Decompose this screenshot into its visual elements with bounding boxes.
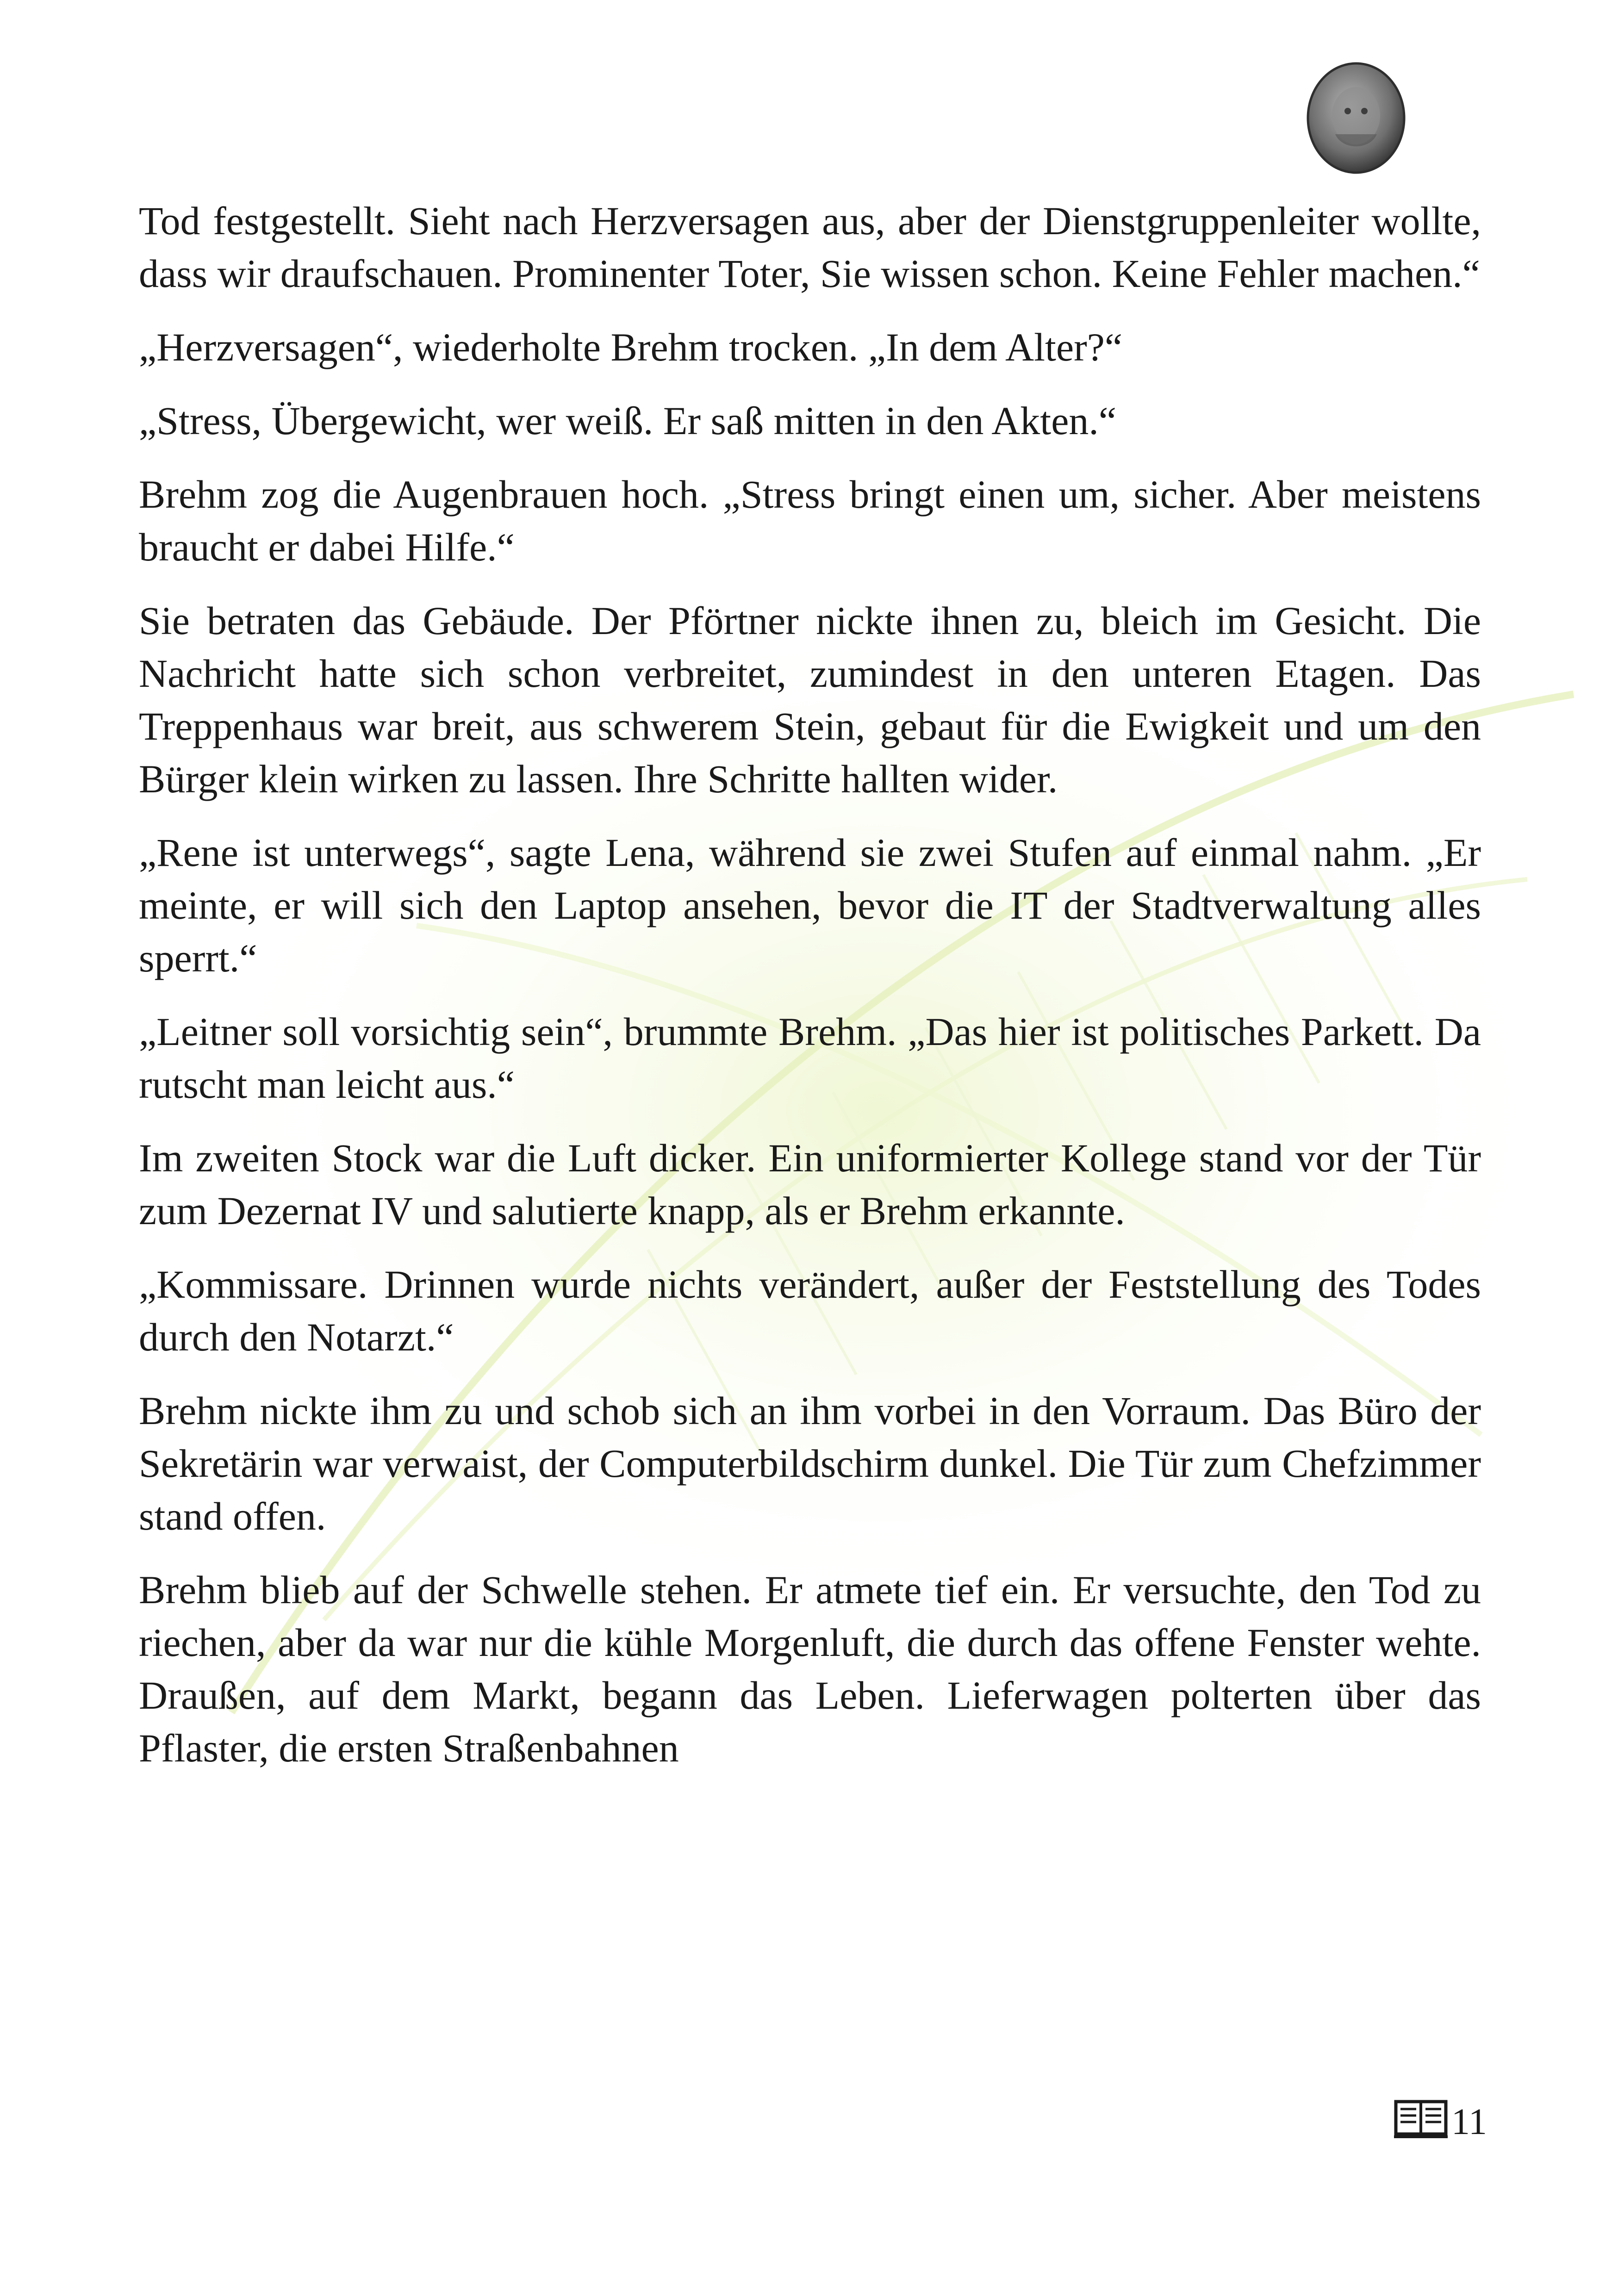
paragraph: Brehm blieb auf der Schwelle stehen. Er atmete tief ein. Er versuchte, den Tod zu riechen, aber da war nur die kühle Morgenluft, die durch das offene Fenster wehte. Draußen, auf dem Markt, begann das Leben. Lieferwagen polterten über das Pflaster, die ersten Straßenbahnen <box>139 1568 1481 1770</box>
paragraph: Brehm nickte ihm zu und schob sich an ihm vorbei in den Vorraum. Das Büro der Sekretärin war verwaist, der Computerbildschirm dunkel. Die Tür zum Chefzimmer stand offen. <box>139 1388 1481 1538</box>
page-footer <box>1393 2099 1487 2140</box>
portrait-medallion-icon <box>1305 60 1407 176</box>
paragraph: Brehm zog die Augenbrauen hoch. „Stress bringt einen um, sicher. Aber meistens braucht er dabei Hilfe.“ <box>139 472 1481 569</box>
paragraph: „Herzversagen“, wiederholte Brehm trocken. „In dem Alter?“ <box>139 325 1123 369</box>
paragraph: Im zweiten Stock war die Luft dicker. Ein uniformierter Kollege stand vor der Tür zum Dezernat IV und salutierte knapp, als er Brehm erkannte. <box>139 1136 1481 1233</box>
paragraph: Tod festgestellt. Sieht nach Herzversagen aus, aber der Dienstgruppenleiter wollte, dass wir draufschauen. Prominenter Toter, Sie wissen schon. Keine Fehler machen.“ <box>139 199 1481 296</box>
book-icon <box>1393 2099 1449 2140</box>
paragraph: „Kommissare. Drinnen wurde nichts verändert, außer der Feststellung des Todes durch den Notarzt.“ <box>139 1262 1481 1359</box>
body-text <box>139 194 1481 1795</box>
paragraph: „Stress, Übergewicht, wer weiß. Er saß mitten in den Akten.“ <box>139 398 1117 443</box>
page-number: 11 <box>1451 2102 1487 2142</box>
paragraph: „Leitner soll vorsichtig sein“, brummte Brehm. „Das hier ist politisches Parkett. Da rutscht man leicht aus.“ <box>139 1009 1481 1107</box>
paragraph: Sie betraten das Gebäude. Der Pförtner nickte ihnen zu, bleich im Gesicht. Die Nachricht hatte sich schon verbreitet, zumindest in den unteren Etagen. Das Treppenhaus war breit, aus schwerem Stein, gebaut für die Ewigkeit und um den Bürger klein wirken zu lassen. Ihre Schritte hallten wider. <box>139 598 1481 801</box>
paragraph: „Rene ist unterwegs“, sagte Lena, während sie zwei Stufen auf einmal nahm. „Er meinte, er will sich den Laptop ansehen, bevor die IT der Stadtverwaltung alles sperrt.“ <box>139 830 1481 980</box>
